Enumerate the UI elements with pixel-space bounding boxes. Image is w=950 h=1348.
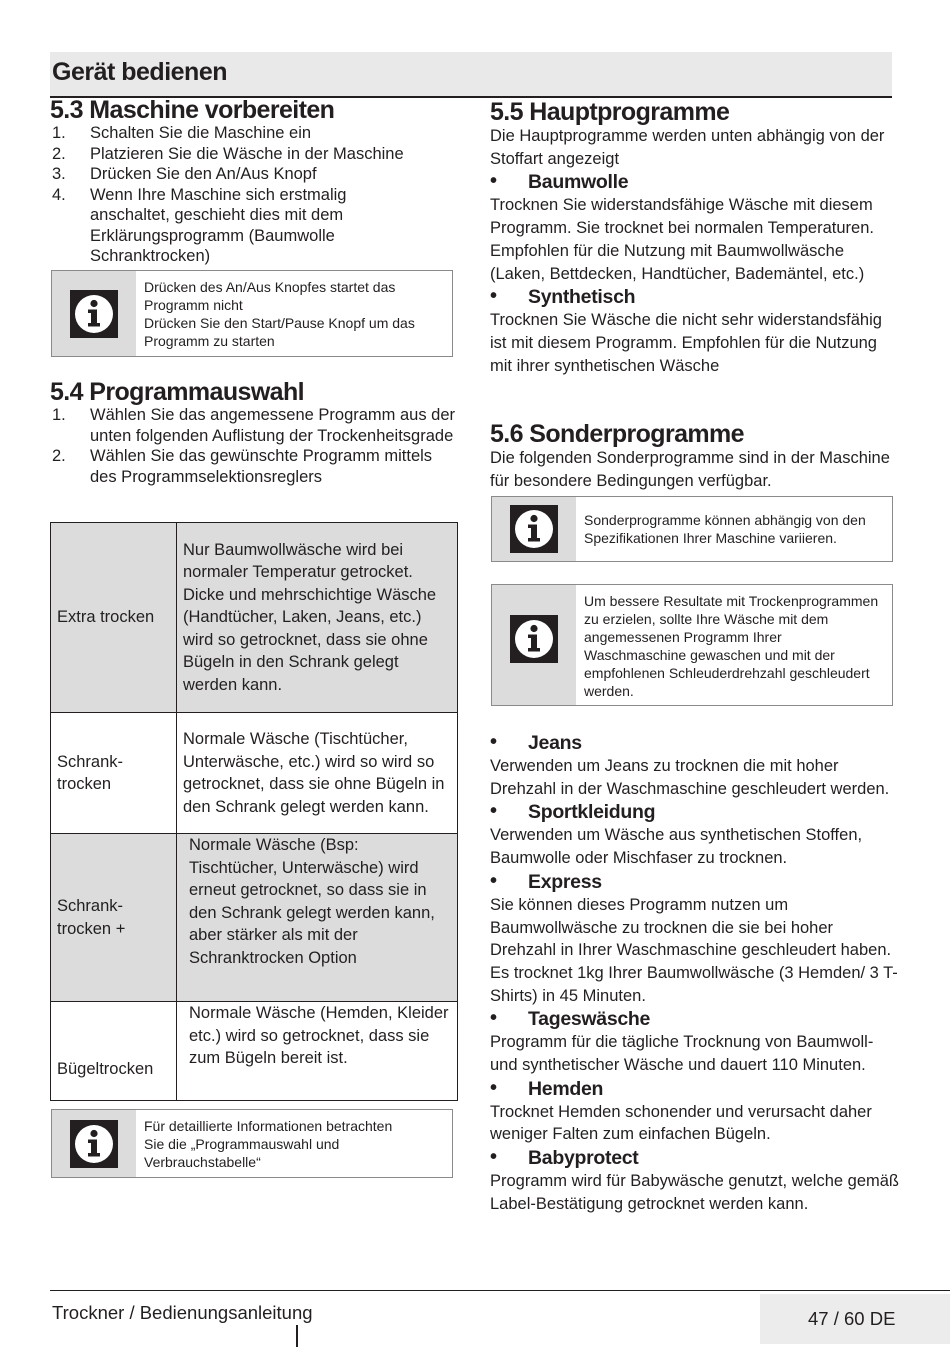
program-heading-tageswaesche: • Tageswäsche <box>490 1007 651 1031</box>
section-5-4 <box>50 378 460 487</box>
info-box-results <box>491 584 893 706</box>
footer-page-number: 47 / 60 DE <box>808 1308 896 1329</box>
bullet-icon: • <box>490 170 497 193</box>
program-desc: Programm für die tägliche Trocknung von Baumwoll- und synthetischer Wäsche und dauert 110 Minuten. <box>490 1033 874 1075</box>
intro-text: Die folgenden Sonderprogramme sind in der Maschine für besondere Bedingungen verfügbar. <box>490 449 890 490</box>
section-5-5 <box>490 98 900 377</box>
program-heading-sportkleidung: • Sportkleidung <box>490 800 656 824</box>
bullet-icon: • <box>490 1007 497 1030</box>
section-5-3 <box>50 96 460 267</box>
table-cell-name: Schrank-trocken + <box>51 834 177 1002</box>
dryness-level-table <box>50 522 458 1101</box>
program-desc: Trocknen Sie widerstandsfähige Wäsche mit diesem Programm. Sie trocknet bei normalen Temperaturen. Empfohlen für die Nutzung mit Baumwollwäsche (Laken, Bettdecken, Handtücher, Bademäntel, etc.) <box>490 196 874 283</box>
info-icon <box>510 615 558 663</box>
intro-text: Die Hauptprogramme werden unten abhängig von der Stoffart angezeigt <box>490 127 885 168</box>
bullet-icon: • <box>490 800 497 823</box>
info-icon-column <box>52 1110 136 1177</box>
table-row <box>51 834 458 1002</box>
program-heading-express: • Express <box>490 869 602 893</box>
bullet-icon: • <box>490 1076 497 1099</box>
section-header <box>50 52 892 98</box>
bullet-icon: • <box>490 731 497 753</box>
table-cell-desc: Normale Wäsche (Tischtücher, Unterwäsche, etc.) wird so wird so getrocknet, dass sie ohne Bügeln in den Schrank gelegt werden kann. <box>177 713 458 834</box>
info-icon-column <box>52 271 136 356</box>
program-desc: Trocknen Sie Wäsche die nicht sehr widerstandsfähig ist mit diesem Programm. Empfohlen für die Nutzung mit ihrer synthetischen Wäsche <box>490 311 882 375</box>
list-item: 2. Wählen Sie das gewünschte Programm mittels des Programmselektionsreglers <box>52 447 433 486</box>
info-icon <box>70 1120 118 1168</box>
table-cell-desc: Nur Baumwollwäsche wird bei normaler Temperatur getrocket. Dicke und mehrschichtige Wäsche (Handtücher, Laken, Jeans, etc.) wird so getrocknet, dass sie ohne Bügeln in den Schrank gelegt werden kann. <box>177 523 458 713</box>
section-5-6 <box>490 420 895 492</box>
table-cell-desc: Normale Wäsche (Hemden, Kleider etc.) wird so getrocknet, dass sie zum Bügeln bereit ist. <box>177 1002 458 1101</box>
bullet-icon: • <box>490 869 497 892</box>
info-text: Für detaillierte Informationen betrachten Sie die „Programmauswahl und Verbrauchstabelle“ <box>144 1118 393 1170</box>
list-item: 2. Platzieren Sie die Wäsche in der Maschine <box>52 144 404 163</box>
footer-document-title: Trockner / Bedienungsanleitung <box>52 1302 313 1323</box>
table-cell-name: Extra trocken <box>51 523 177 713</box>
info-box-special <box>491 496 893 562</box>
footer-divider <box>50 1290 950 1291</box>
program-heading-hemden: • Hemden <box>490 1076 604 1100</box>
info-text: Sonderprogramme können abhängig von den Spezifikationen Ihrer Maschine variieren. <box>584 512 866 546</box>
list-item: 4. Wenn Ihre Maschine sich erstmalig anschaltet, geschieht dies mit dem Erklärungsprogramm (Baumwolle Schranktrocken) <box>52 185 347 265</box>
info-box-start <box>51 270 453 357</box>
footer-tick-mark <box>296 1325 298 1347</box>
info-text: Drücken des An/Aus Knopfes startet das Programm nicht Drücken Sie den Start/Pause Knopf um das Programm zu starten <box>144 279 415 349</box>
steps-list-5-4 <box>50 405 460 487</box>
info-icon-column <box>492 585 576 705</box>
table-cell-name: Bügeltrocken <box>51 1002 177 1101</box>
list-item: 3. Drücken Sie den An/Aus Knopf <box>52 165 317 183</box>
table-row <box>51 713 458 834</box>
bullet-icon: • <box>490 1146 497 1169</box>
program-desc: Verwenden um Jeans zu trocknen die mit hoher Drehzahl in der Waschmaschine geschleudert werden. <box>490 757 890 798</box>
program-desc: Programm wird für Babywäsche genutzt, welche gemäß Label-Bestätigung getrocknet werden kann. <box>490 1172 900 1213</box>
info-icon-column <box>492 497 576 561</box>
bullet-icon: • <box>490 285 497 308</box>
program-heading-synthetisch: • Synthetisch <box>490 285 636 309</box>
program-heading-jeans: • Jeans <box>490 731 582 754</box>
list-item: 1. Wählen Sie das angemessene Programm aus der unten folgenden Auflistung der Trockenheitsgrade <box>52 406 456 445</box>
info-icon <box>510 505 558 553</box>
info-text: Um bessere Resultate mit Trockenprogrammen zu erzielen, sollte Ihre Wäsche mit dem angemessenen Programm Ihrer Waschmaschine gewaschen und mit der empfohlenen Schleuderdrehzahl geschleudert werden. <box>584 593 879 699</box>
info-icon <box>70 290 118 338</box>
program-desc: Sie können dieses Programm nutzen um Baumwollwäsche zu trocknen die sie bei hoher Drehzahl in Ihrer Waschmaschine geschleudert haben. Es trocknet 1kg Ihrer Baumwollwäsche (3 Hemden/ 3 T-Shirts) in 45 Minuten. <box>490 895 898 1005</box>
heading-5-5: 5.5 Hauptprogramme <box>490 98 730 126</box>
heading-5-4: 5.4 Programmauswahl <box>50 378 304 406</box>
program-heading-baumwolle: • Baumwolle <box>490 170 629 194</box>
heading-5-3: 5.3 Maschine vorbereiten <box>50 96 335 124</box>
heading-5-6: 5.6 Sonderprogramme <box>490 420 744 448</box>
program-desc: Verwenden um Wäsche aus synthetischen Stoffen, Baumwolle oder Mischfaser zu trocknen. <box>490 826 863 868</box>
table-row <box>51 1002 458 1101</box>
table-cell-name: Schrank-trocken <box>51 713 177 834</box>
program-heading-babyprotect: • Babyprotect <box>490 1146 639 1170</box>
program-desc: Trocknet Hemden schonender und verursacht daher weniger Falten zum einfachen Bügeln. <box>490 1102 872 1144</box>
steps-list-5-3 <box>50 123 460 267</box>
section-title: Gerät bedienen <box>52 58 227 86</box>
table-cell-desc: Normale Wäsche (Bsp: Tischtücher, Unterwäsche) wird erneut getrocknet, so dass sie in den Schrank gelegt werden kann, aber stärker als mit der Schranktrocken Option <box>177 834 458 1002</box>
table-row <box>51 523 458 713</box>
list-item: 1. Schalten Sie die Maschine ein <box>52 124 312 142</box>
info-box-table <box>51 1109 453 1178</box>
special-programs-list <box>490 731 900 1216</box>
